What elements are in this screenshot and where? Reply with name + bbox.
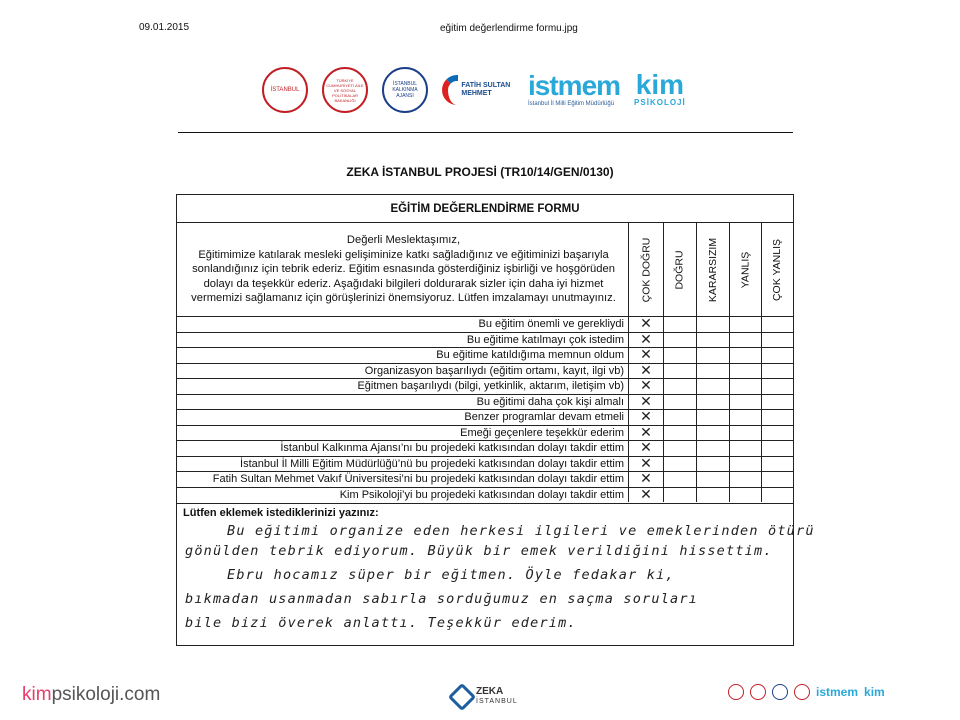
rating-cell[interactable]	[629, 488, 664, 503]
column-header: KARARSIZIM	[697, 223, 730, 316]
column-header: YANLIŞ	[730, 223, 762, 316]
rating-cell[interactable]	[697, 364, 730, 379]
x-mark-icon: ✕	[640, 424, 652, 441]
evaluation-form	[176, 194, 815, 646]
x-mark-icon: ✕	[640, 393, 652, 410]
rating-cell[interactable]	[730, 426, 762, 441]
rating-cell[interactable]	[730, 410, 762, 425]
rating-cell[interactable]	[664, 333, 697, 348]
kalkinma-ajansi-mini-icon	[772, 684, 788, 700]
column-header: ÇOK YANLIŞ	[771, 238, 784, 301]
x-mark-icon: ✕	[640, 331, 652, 348]
rating-cell[interactable]	[697, 333, 730, 348]
rating-cell[interactable]	[629, 348, 664, 363]
fsmvu-mini-icon	[794, 684, 810, 700]
rating-cell[interactable]	[629, 472, 664, 487]
x-mark-icon: ✕	[640, 471, 652, 487]
rating-cell[interactable]	[629, 395, 664, 410]
partner-logos	[262, 62, 712, 118]
handwritten-comment-line: bile bizi överek anlattı. Teşekkür ederim.	[185, 615, 577, 631]
rating-cell[interactable]	[730, 348, 762, 363]
rating-statement: Kim Psikoloji’yi bu projedeki katkısından dolayı takdir ettim	[177, 488, 629, 503]
handwritten-comment-line: bıkmadan usanmadan sabırla sorduğumuz en saçma soruları	[185, 591, 699, 607]
kalkinma-ajansi-logo: İSTANBUL KALKINMA AJANSI	[382, 67, 428, 113]
rating-cell[interactable]	[730, 441, 762, 456]
x-mark-icon: ✕	[640, 455, 652, 472]
rating-row	[177, 425, 793, 441]
rating-cell[interactable]	[629, 457, 664, 472]
x-mark-icon: ✕	[640, 316, 652, 332]
rating-cell[interactable]	[697, 410, 730, 425]
footer-partner-logos	[728, 684, 885, 700]
notes-label: Lütfen eklemek istediklerinizi yazınız:	[177, 503, 793, 522]
rating-row	[177, 378, 793, 394]
rating-cell[interactable]	[629, 441, 664, 456]
rating-cell[interactable]	[664, 426, 697, 441]
rating-cell[interactable]	[762, 488, 793, 503]
footer-brand: kimpsikoloji.com	[22, 684, 161, 705]
handwritten-comment-line: Ebru hocamız süper bir eğitmen. Öyle fedakar ki,	[227, 567, 675, 583]
rating-row	[177, 471, 793, 487]
form-title: EĞİTİM DEĞERLENDİRME FORMU	[177, 195, 793, 223]
rating-cell[interactable]	[730, 379, 762, 394]
rating-statement: Bu eğitime katıldığıma memnun oldum	[177, 348, 629, 363]
rating-cell[interactable]	[697, 317, 730, 332]
fsmvu-logo: FATİH SULTAN MEHMET	[442, 67, 514, 113]
rating-cell[interactable]	[762, 317, 793, 332]
rating-statement: Benzer programlar devam etmeli	[177, 410, 629, 425]
rating-cell[interactable]	[762, 441, 793, 456]
header-filename: eğitim değerlendirme formu.jpg	[440, 23, 578, 34]
rating-cell[interactable]	[664, 441, 697, 456]
rating-cell[interactable]	[664, 317, 697, 332]
rating-cell[interactable]	[730, 364, 762, 379]
fsmvu-arc-icon	[442, 75, 458, 105]
zeka-istanbul-logo: ZEKA İSTANBUL	[452, 684, 522, 710]
rating-cell[interactable]	[664, 348, 697, 363]
rating-cell[interactable]	[730, 488, 762, 503]
x-mark-icon: ✕	[640, 409, 652, 425]
form-intro	[177, 223, 629, 316]
rating-row	[177, 363, 793, 379]
rating-cell[interactable]	[664, 488, 697, 503]
rating-cell[interactable]	[762, 472, 793, 487]
rating-cell[interactable]	[629, 333, 664, 348]
rating-cell[interactable]	[629, 426, 664, 441]
rating-cell[interactable]	[762, 333, 793, 348]
rating-statement: İstanbul Kalkınma Ajansı’nı bu projedeki katkısından dolayı takdir ettim	[177, 441, 629, 456]
x-mark-icon: ✕	[640, 362, 652, 379]
rating-statement: Bu eğitime katılmayı çok istedim	[177, 333, 629, 348]
project-title: ZEKA İSTANBUL PROJESİ (TR10/14/GEN/0130)	[346, 165, 614, 179]
rating-row	[177, 347, 793, 363]
rating-statement: Fatih Sultan Mehmet Vakıf Üniversitesi’ni bu projedeki katkısından dolayı takdir ettim	[177, 472, 629, 487]
rating-row	[177, 456, 793, 472]
rating-cell[interactable]	[629, 379, 664, 394]
rating-cell[interactable]	[730, 395, 762, 410]
x-mark-icon: ✕	[640, 486, 652, 503]
rating-cell[interactable]	[664, 410, 697, 425]
rating-cell[interactable]	[629, 317, 664, 332]
aile-bakanligi-mini-icon	[750, 684, 766, 700]
rating-row	[177, 394, 793, 410]
rating-row	[177, 409, 793, 425]
header-rule	[178, 132, 793, 133]
istmem-logo: istmem İstanbul İl Milli Eğitim Müdürlüğü	[528, 70, 621, 107]
rating-row	[177, 332, 793, 348]
rating-cell[interactable]	[730, 317, 762, 332]
rating-cell[interactable]	[664, 457, 697, 472]
handwritten-comment-line: gönülden tebrik ediyorum. Büyük bir emek verildiğini hissettim.	[185, 543, 773, 559]
rating-row	[177, 440, 793, 456]
rating-cell[interactable]	[730, 472, 762, 487]
rating-cell[interactable]	[629, 364, 664, 379]
rating-cell[interactable]	[697, 441, 730, 456]
rating-row	[177, 316, 793, 332]
rating-cell[interactable]	[664, 395, 697, 410]
rating-cell[interactable]	[697, 426, 730, 441]
rating-cell[interactable]	[629, 410, 664, 425]
rating-cell[interactable]	[697, 472, 730, 487]
rating-cell[interactable]	[762, 395, 793, 410]
rating-statement: İstanbul İl Milli Eğitim Müdürlüğü’nü bu projedeki katkısından dolayı takdir ettim	[177, 457, 629, 472]
rating-statement: Eğitmen başarılıydı (bilgi, yetkinlik, aktarım, iletişim vb)	[177, 379, 629, 394]
rating-cell[interactable]	[664, 472, 697, 487]
x-mark-icon: ✕	[640, 347, 652, 363]
rating-statement: Bu eğitimi daha çok kişi almalı	[177, 395, 629, 410]
rating-cell[interactable]	[730, 333, 762, 348]
rating-cell[interactable]	[762, 457, 793, 472]
rating-row	[177, 487, 793, 503]
rating-cell[interactable]	[697, 488, 730, 503]
rating-cell[interactable]	[762, 410, 793, 425]
rating-cell[interactable]	[664, 379, 697, 394]
handwritten-comment-line: Bu eğitimi organize eden herkesi ilgileri ve emeklerinden ötürü	[227, 523, 815, 539]
rating-statement: Bu eğitim önemli ve gerekliydi	[177, 317, 629, 332]
rating-cell[interactable]	[762, 426, 793, 441]
rating-cell[interactable]	[697, 348, 730, 363]
x-mark-icon: ✕	[640, 440, 652, 456]
rating-cell[interactable]	[697, 457, 730, 472]
zeka-glyph-icon	[448, 683, 476, 711]
aile-bakanligi-logo: TÜRKİYE CUMHURİYETİ AİLE VE SOSYAL POLİTİKALAR BAKANLIĞI	[322, 67, 368, 113]
column-header: DOĞRU	[664, 223, 697, 316]
x-mark-icon: ✕	[640, 378, 652, 394]
istmem-mini-logo: istmem	[816, 685, 859, 699]
kim-mini-logo: kim	[864, 685, 885, 699]
rating-cell[interactable]	[664, 364, 697, 379]
header-date: 09.01.2015	[139, 22, 190, 33]
rating-statement: Emeği geçenlere teşekkür ederim	[177, 426, 629, 441]
istanbul-valiligi-logo: İSTANBUL	[262, 67, 308, 113]
rating-cell[interactable]	[762, 364, 793, 379]
rating-cell[interactable]	[697, 395, 730, 410]
form-intro-text: Eğitimimize katılarak mesleki gelişiminize katkı sağladığınız ve eğitiminizi başarıyla sonlandığınız için tebrik ederiz. Eğitim esnasında gösterdiğiniz işbirliği ve hoşgörüden dolayı da teşekkür ederiz. Aşağıdaki bilgileri doldurarak sizler için daha iyi hizmet vermemizi sağlamanız için görüşlerinizi önemsiyoruz. Lütfen imzalamayı unutmayınız.	[191, 248, 616, 304]
form-greeting: Değerli Meslektaşımız,	[346, 234, 461, 246]
rating-cell[interactable]	[762, 379, 793, 394]
rating-cell[interactable]	[730, 457, 762, 472]
rating-cell[interactable]	[762, 348, 793, 363]
kim-psikoloji-logo: kim PSİKOLOJİ	[634, 69, 686, 107]
rating-statement: Organizasyon başarılıydı (eğitim ortamı, kayıt, ilgi vb)	[177, 364, 629, 379]
rating-cell[interactable]	[697, 379, 730, 394]
column-header: ÇOK DOĞRU	[629, 223, 664, 316]
istanbul-valiligi-mini-icon	[728, 684, 744, 700]
